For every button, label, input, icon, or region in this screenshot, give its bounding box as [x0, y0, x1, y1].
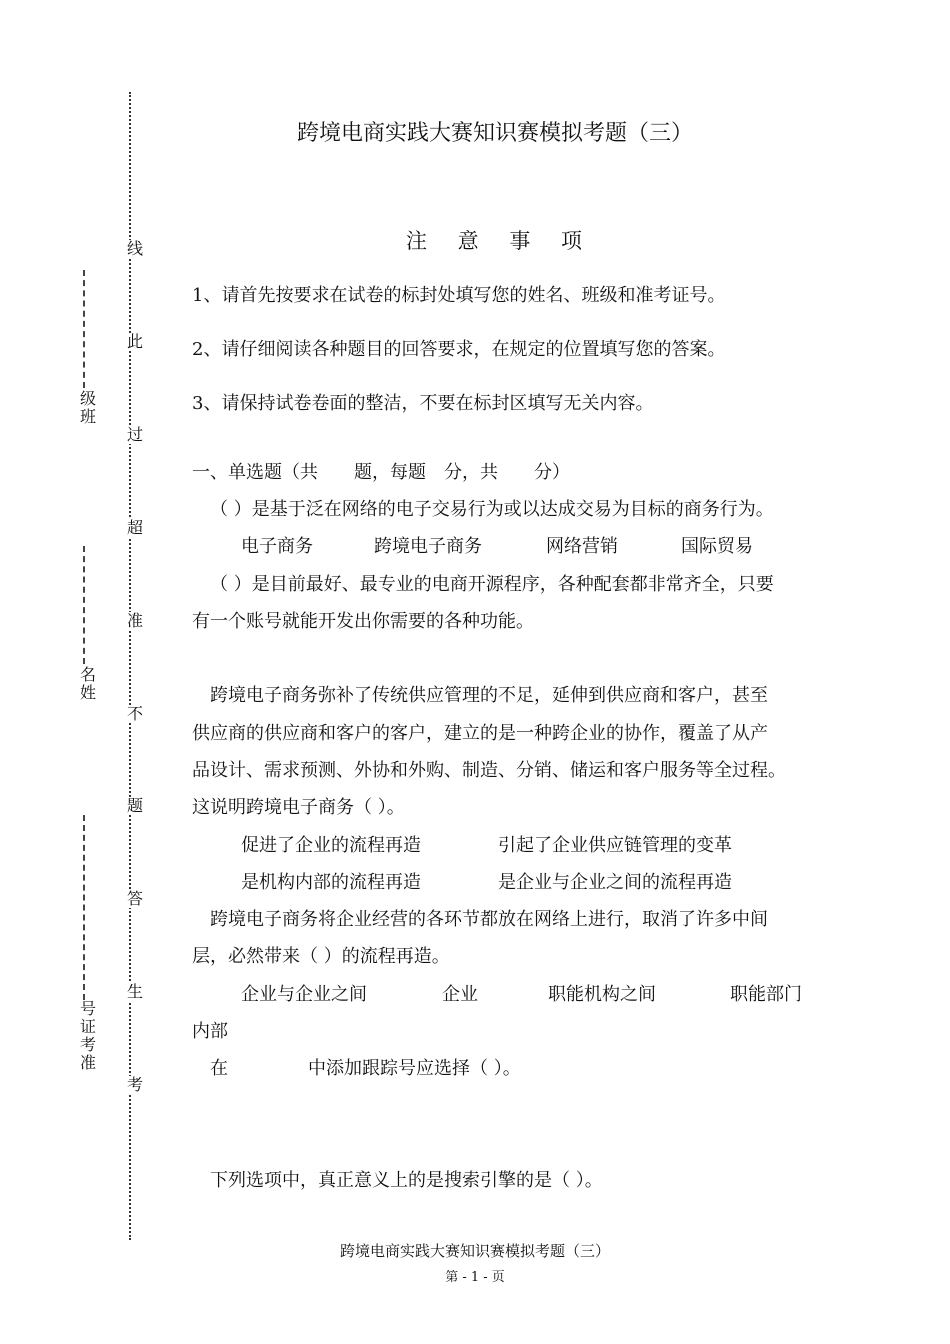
option[interactable]: 国际贸易 [681, 536, 753, 557]
exam-id-fill-line[interactable] [83, 815, 85, 1000]
question-stem: 中添加跟踪号应选择（ ）。 [308, 1058, 521, 1079]
binding-char: 考 [127, 1075, 144, 1094]
question-stem: 这说明跨境电子商务（ ）。 [192, 797, 405, 818]
option[interactable]: 电子商务 [241, 536, 313, 557]
option[interactable]: 企业与企业之间 [241, 984, 367, 1005]
question-stem: 层，必然带来（ ）的流程再造。 [192, 946, 450, 967]
notice-item: 3、请保持试卷卷面的整洁，不要在标封区填写无关内容。 [192, 393, 654, 414]
binding-char: 超 [127, 518, 144, 537]
section-heading: 一、单选题（共 题，每题 分，共 分） [192, 462, 570, 483]
option[interactable]: 引起了企业供应链管理的变革 [498, 835, 732, 856]
binding-char: 线 [127, 239, 144, 258]
notice-item: 2、请仔细阅读各种题目的回答要求，在规定的位置填写您的答案。 [192, 339, 726, 360]
question-stem: （ ）是目前最好、最专业的电商开源程序，各种配套都非常齐全，只要 [210, 574, 774, 595]
question-stem: 供应商的供应商和客户的客户，建立的是一种跨企业的协作，覆盖了从产 [192, 723, 768, 744]
question-stem: 下列选项中，真正意义上的是搜索引擎的是（ ）。 [210, 1170, 603, 1191]
page-number: 第 - 1 - 页 [445, 1270, 505, 1285]
name-field-label: 名姓 [79, 665, 96, 702]
binding-char: 答 [127, 889, 144, 908]
option[interactable]: 跨境电子商务 [374, 536, 482, 557]
question-stem: 在 [210, 1058, 228, 1079]
exam-id-field-label: 号证考准 [79, 999, 96, 1072]
binding-char: 准 [127, 611, 144, 630]
option[interactable]: 是企业与企业之间的流程再造 [498, 872, 732, 893]
option[interactable]: 职能机构之间 [548, 984, 656, 1005]
binding-char: 此 [127, 332, 144, 351]
binding-char: 过 [127, 425, 144, 444]
class-fill-line[interactable] [83, 270, 85, 388]
option[interactable]: 网络营销 [546, 536, 618, 557]
question-stem: 跨境电子商务弥补了传统供应管理的不足，延伸到供应商和客户，甚至 [210, 685, 768, 706]
class-field-label: 级班 [79, 389, 96, 426]
option[interactable]: 企业 [442, 984, 478, 1005]
name-fill-line[interactable] [83, 546, 85, 664]
footer-title: 跨境电商实践大赛知识赛模拟考题（三） [339, 1242, 610, 1260]
question-stem: 跨境电子商务将企业经营的各环节都放在网络上进行，取消了许多中间 [210, 909, 768, 930]
question-stem: （ ）是基于泛在网络的电子交易行为或以达成交易为目标的商务行为。 [210, 499, 774, 520]
binding-char: 题 [127, 796, 144, 815]
option[interactable]: 职能部门 [730, 984, 802, 1005]
option-continuation: 内部 [192, 1021, 228, 1042]
option[interactable]: 促进了企业的流程再造 [241, 835, 421, 856]
binding-char: 不 [127, 704, 144, 723]
question-stem: 有一个账号就能开发出你需要的各种功能。 [192, 611, 534, 632]
binding-char: 生 [127, 982, 144, 1001]
notice-item: 1、请首先按要求在试卷的标封处填写您的姓名、班级和准考证号。 [192, 285, 726, 306]
page-title: 跨境电商实践大赛知识赛模拟考题（三） [296, 121, 693, 146]
question-stem: 品设计、需求预测、外协和外购、制造、分销、储运和客户服务等全过程。 [192, 760, 786, 781]
notice-heading: 注 意 事 项 [405, 229, 595, 253]
binding-dotted-line [129, 92, 131, 1240]
option[interactable]: 是机构内部的流程再造 [241, 872, 421, 893]
